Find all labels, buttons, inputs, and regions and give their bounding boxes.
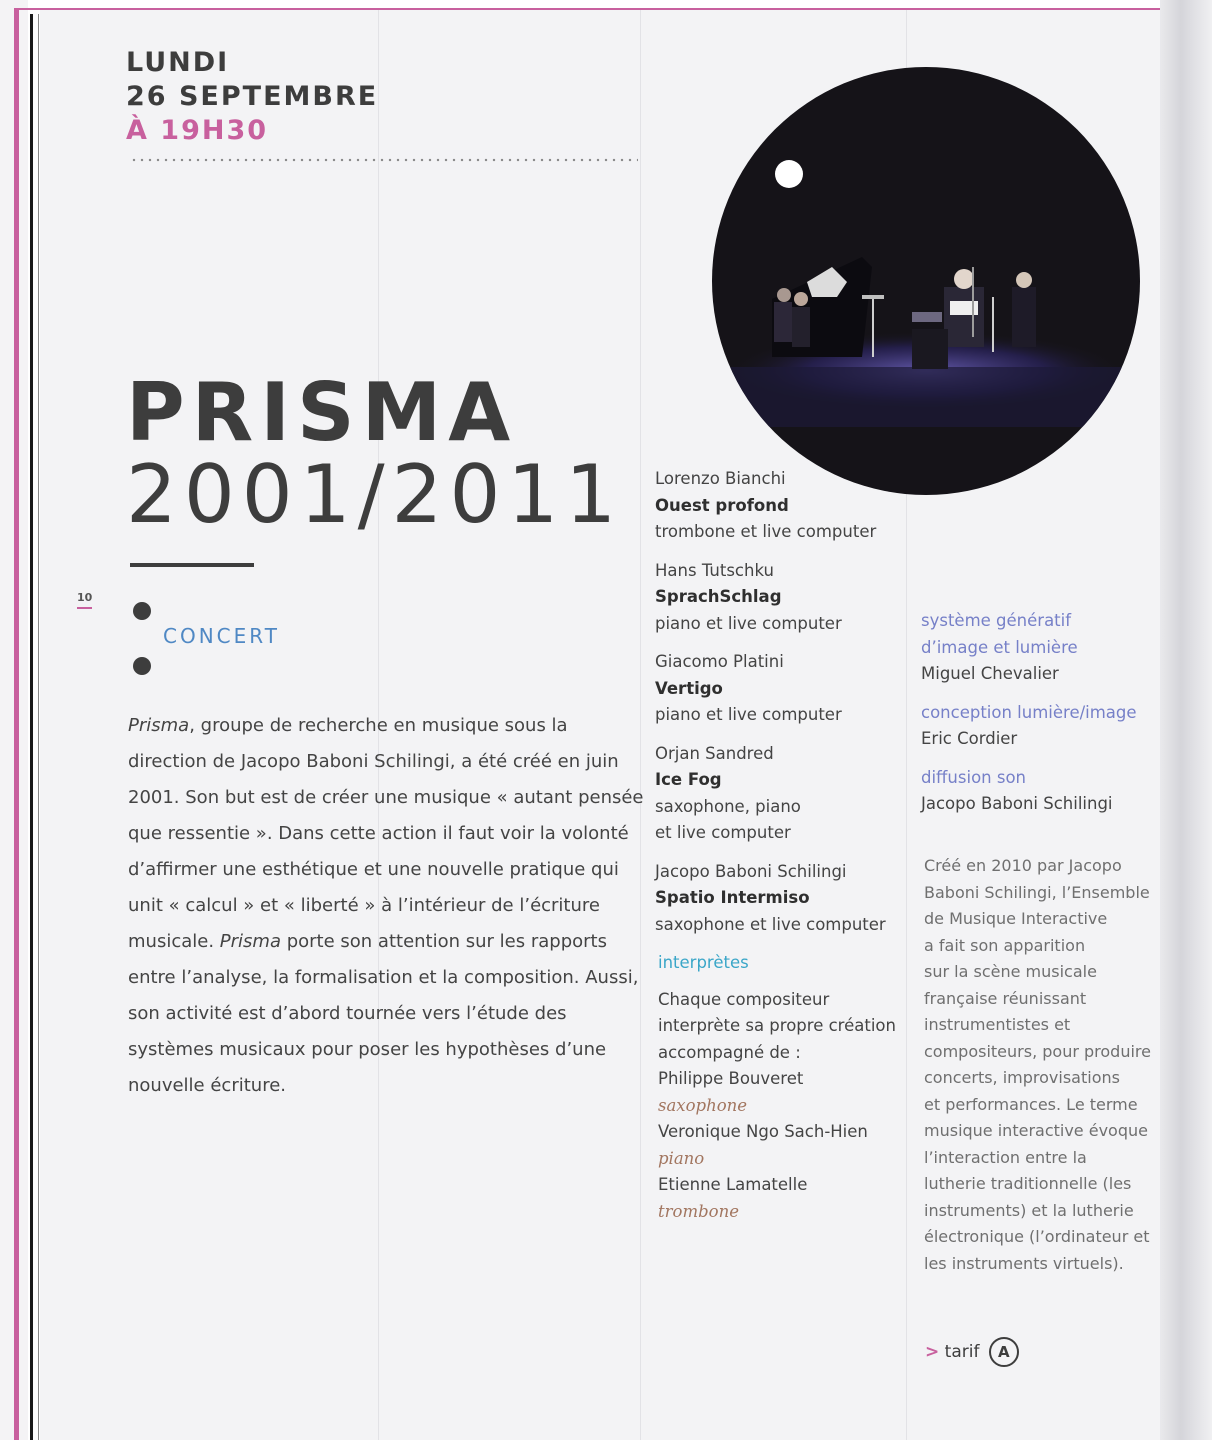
description-line: électronique (l’ordinateur et bbox=[924, 1227, 1150, 1246]
credit-label: système génératif bbox=[921, 611, 1072, 630]
performance-photo bbox=[712, 67, 1140, 495]
description-line: a fait son apparition bbox=[924, 935, 1086, 955]
program-work bbox=[655, 466, 900, 546]
event-date bbox=[126, 46, 378, 148]
interpretes-list bbox=[658, 987, 900, 1226]
description-line: instruments) et la lutherie bbox=[924, 1200, 1134, 1220]
description-line: concerts, improvisations bbox=[924, 1068, 1120, 1087]
credit-label: conception lumière/image bbox=[921, 702, 1137, 722]
credit bbox=[921, 608, 1161, 688]
intro-text: porte son attention sur les rapports entre l’analyse, la formalisation et la composition. Aussi, son activité est d’abord tournée vers l’étude des systèmes musicaux pour poser les hypothèses d’une nouvelle écriture. bbox=[128, 931, 639, 1096]
composer: Orjan Sandred bbox=[655, 743, 774, 763]
performer-name: Philippe Bouveret bbox=[658, 1069, 804, 1088]
page-number-underline bbox=[77, 607, 92, 609]
intro-paragraph bbox=[128, 708, 648, 1104]
interpretes-intro: accompagné de : bbox=[658, 1042, 801, 1062]
instrumentation: piano et live computer bbox=[655, 613, 842, 633]
description-line: française réunissant bbox=[924, 988, 1087, 1008]
page-curl bbox=[1160, 0, 1212, 1440]
concert-title bbox=[126, 366, 624, 541]
composer: Giacomo Platini bbox=[655, 652, 784, 671]
program-list bbox=[655, 466, 900, 1225]
program-work bbox=[655, 558, 900, 638]
credit-label: diffusion son bbox=[921, 767, 1027, 787]
work-title: Ouest profond bbox=[655, 495, 789, 515]
credit-value: Miguel Chevalier bbox=[921, 664, 1059, 683]
work-title: Vertigo bbox=[655, 678, 723, 698]
interpretes-label: interprètes bbox=[658, 953, 749, 972]
description-line: l’interaction entre la bbox=[924, 1147, 1087, 1167]
stage-illustration bbox=[712, 67, 1140, 495]
intro-text-italic: Prisma bbox=[219, 931, 281, 952]
credit bbox=[921, 700, 1161, 753]
moon-disc bbox=[775, 160, 803, 188]
binding-rule bbox=[30, 14, 33, 1440]
event-day: LUNDI bbox=[126, 47, 230, 78]
description-line: musique interactive évoque bbox=[924, 1121, 1148, 1140]
title-underline bbox=[130, 563, 254, 567]
instrumentation: saxophone et live computer bbox=[655, 914, 886, 934]
program-work bbox=[655, 741, 900, 847]
description-line: instrumentistes et bbox=[924, 1015, 1071, 1034]
description-line: compositeurs, pour produire bbox=[924, 1041, 1151, 1061]
performer-instrument: saxophone bbox=[658, 1095, 748, 1115]
intro-text-italic: Prisma bbox=[128, 715, 190, 736]
performer-name: Veronique Ngo Sach-Hien bbox=[658, 1122, 868, 1141]
credit bbox=[921, 765, 1161, 818]
description-line: de Musique Interactive bbox=[924, 909, 1108, 928]
event-date-text: 26 SEPTEMBRE bbox=[126, 81, 379, 112]
performer-instrument: piano bbox=[658, 1148, 705, 1168]
bullet-dot-bottom bbox=[133, 657, 151, 675]
title-line-1: PRISMA bbox=[126, 366, 518, 459]
instrumentation: saxophone, piano bbox=[655, 796, 801, 816]
instrumentation: piano et live computer bbox=[655, 705, 842, 724]
title-line-2: 2001/2011 bbox=[126, 448, 624, 541]
program-work bbox=[655, 649, 900, 729]
description-line: sur la scène musicale bbox=[924, 962, 1097, 981]
description-line: les instruments virtuels). bbox=[924, 1253, 1124, 1273]
ensemble-description bbox=[924, 853, 1162, 1277]
tarif-label: tarif bbox=[944, 1342, 980, 1362]
section-label: CONCERT bbox=[163, 624, 280, 648]
description-line: et performances. Le terme bbox=[924, 1094, 1138, 1114]
interpretes-intro: Chaque compositeur bbox=[658, 989, 830, 1009]
tarif-category-badge: A bbox=[989, 1337, 1019, 1367]
intro-text: , groupe de recherche en musique sous la direction de Jacopo Baboni Schilingi, a été créé en juin 2001. Son but est de créer une musique « autant pensée que ressentie ». Dans cette action il faut voir la volonté d’affirmer une esthétique et une nouvelle pratique qui unit « calcul » et « liberté » à l’intérieur de l’écriture musicale. bbox=[128, 715, 644, 952]
dotted-divider bbox=[130, 157, 638, 163]
event-time: À 19H30 bbox=[126, 115, 269, 146]
interpretes-intro: interprète sa propre création bbox=[658, 1016, 896, 1035]
credit-value: Jacopo Baboni Schilingi bbox=[921, 794, 1113, 813]
binding-rule-thin bbox=[38, 14, 39, 1440]
work-title: SprachSchlag bbox=[655, 587, 782, 606]
instrumentation: et live computer bbox=[655, 823, 791, 842]
top-accent-rule bbox=[14, 8, 1164, 10]
bullet-dot-top bbox=[133, 602, 151, 620]
credit-label: d’image et lumière bbox=[921, 637, 1078, 657]
chevron-right-icon: > bbox=[925, 1342, 940, 1362]
accent-bar bbox=[14, 8, 19, 1440]
performer-name: Etienne Lamatelle bbox=[658, 1175, 808, 1194]
instrumentation: trombone et live computer bbox=[655, 522, 877, 541]
tarif bbox=[925, 1337, 1019, 1367]
description-line: Baboni Schilingi, l’Ensemble bbox=[924, 882, 1150, 902]
composer: Hans Tutschku bbox=[655, 560, 774, 580]
credits-list bbox=[921, 608, 1161, 830]
description-line: Créé en 2010 par Jacopo bbox=[924, 856, 1122, 875]
description-line: lutherie traditionnelle (les bbox=[924, 1174, 1132, 1193]
composer: Lorenzo Bianchi bbox=[655, 469, 786, 488]
work-title: Ice Fog bbox=[655, 770, 722, 789]
program-work bbox=[655, 859, 900, 939]
performer-instrument: trombone bbox=[658, 1201, 739, 1221]
credit-value: Eric Cordier bbox=[921, 729, 1018, 748]
page-number: 10 bbox=[77, 591, 93, 604]
work-title: Spatio Intermiso bbox=[655, 888, 810, 907]
composer: Jacopo Baboni Schilingi bbox=[655, 861, 847, 881]
